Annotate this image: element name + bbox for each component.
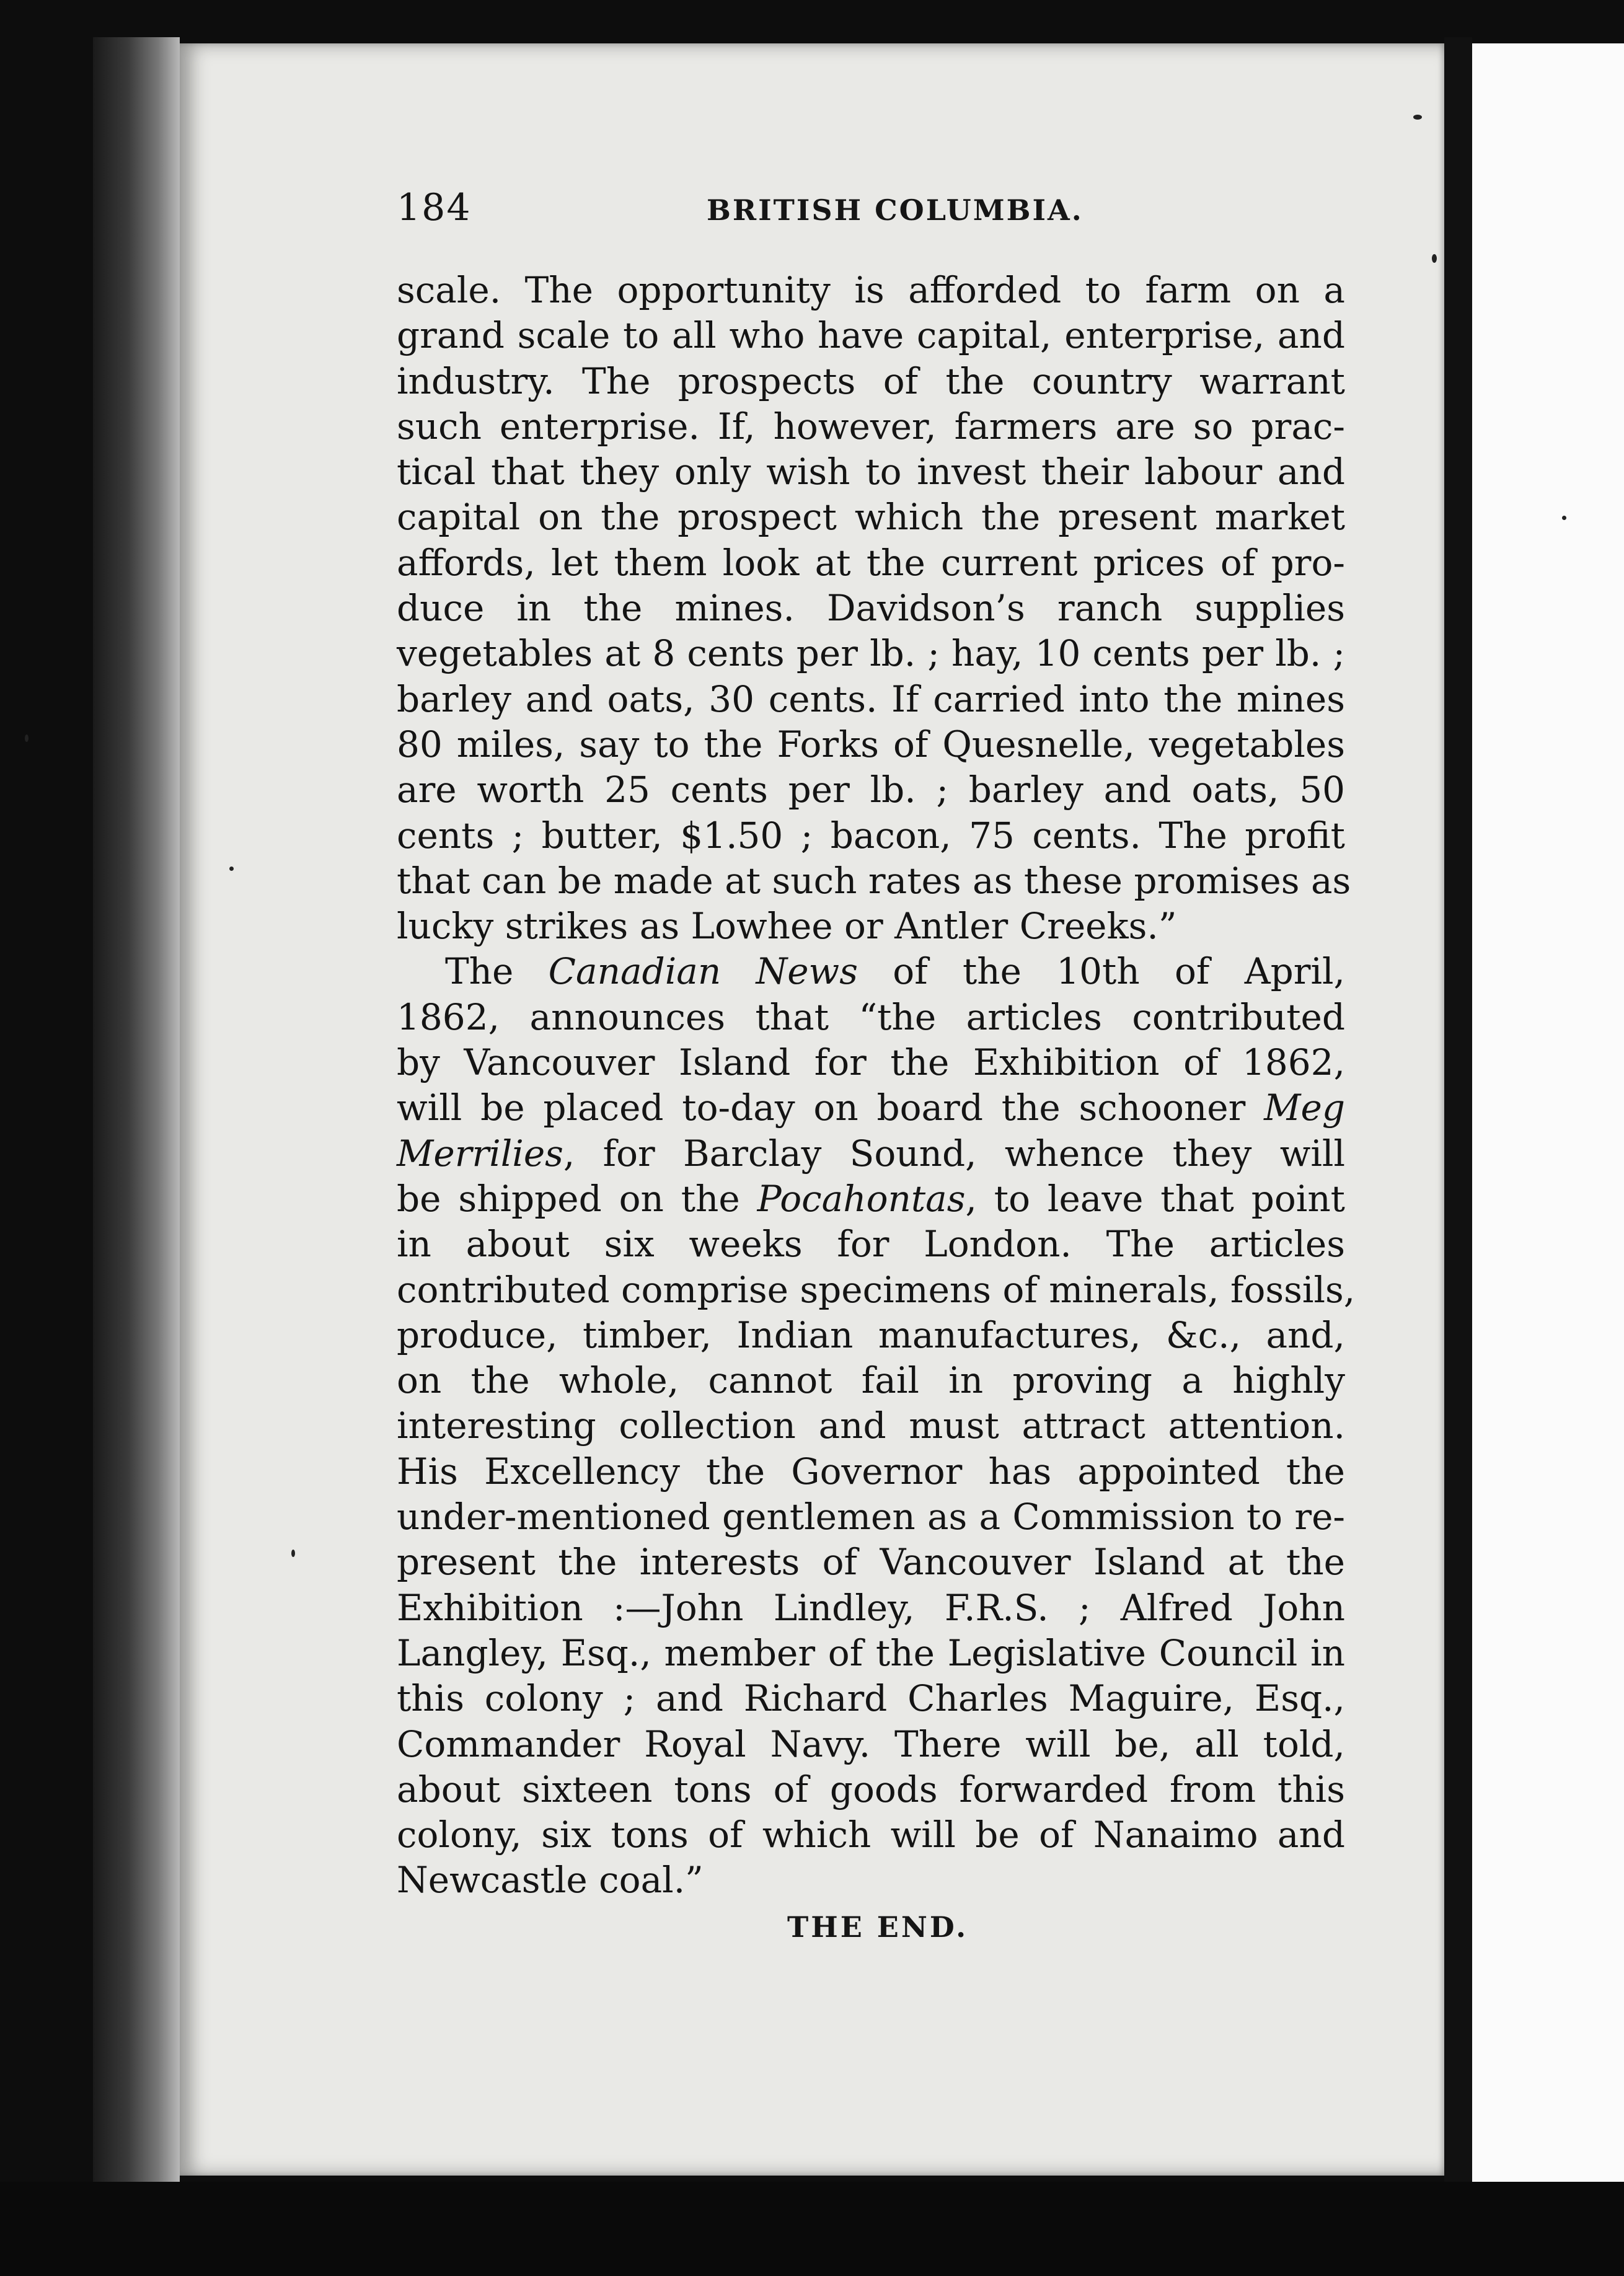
dust-speck (229, 867, 234, 871)
dust-speck (291, 1550, 295, 1557)
text-line: on the whole, cannot fail in proving a highly (397, 1359, 1345, 1402)
text-line: Commander Royal Navy. There will be, all told, (397, 1722, 1345, 1765)
text-line: such enterprise. If, however, farmers are so prac- (397, 405, 1345, 448)
dust-speck (1432, 254, 1437, 263)
text-line: contributed comprise specimens of minerals, fossils, (397, 1268, 1356, 1311)
ship-name: Pocahontas (757, 1177, 966, 1220)
binding-gutter (93, 37, 180, 2182)
text-line: capital on the prospect which the present market (397, 496, 1345, 539)
text-line: cents ; butter, $1.50 ; bacon, 75 cents. The profit (397, 814, 1345, 857)
scan-bottom-border (0, 2182, 1624, 2276)
newspaper-title: Canadian News (548, 950, 858, 993)
text-line: 80 miles, say to the Forks of Quesnelle, vegetables (397, 723, 1345, 765)
text-run: The (445, 950, 549, 993)
text-line: Langley, Esq., member of the Legislative Council in (397, 1631, 1345, 1674)
running-head (397, 186, 1388, 236)
page-edge-shadow (1444, 37, 1472, 2188)
text-run: , for Barclay Sound, whence they will (563, 1132, 1345, 1175)
text-line: barley and oats, 30 cents. If carried into the mines (397, 677, 1345, 720)
dust-speck (1562, 516, 1566, 520)
text-line: that can be made at such rates as these promises as (397, 859, 1351, 902)
text-run: of the 10th of April, (857, 950, 1345, 993)
text-line: scale. The opportunity is afforded to farm on a (397, 269, 1345, 311)
text-line: by Vancouver Island for the Exhibition of 1862, (397, 1041, 1345, 1084)
text-run: be shipped on the (397, 1177, 757, 1220)
text-run: , to leave that point (965, 1177, 1345, 1220)
text-line: this colony ; and Richard Charles Maguire, Esq., (397, 1677, 1345, 1720)
text-line: affords, let them look at the current prices of pro- (397, 541, 1345, 584)
text-line: in about six weeks for London. The articles (397, 1223, 1345, 1266)
text-line: Newcastle coal.” (397, 1859, 704, 1902)
ship-name: Merrilies (397, 1132, 563, 1175)
page-number: 184 (397, 186, 472, 229)
text-line: interesting collection and must attract attention. (397, 1405, 1345, 1447)
text-line (397, 1176, 1345, 1222)
text-line: vegetables at 8 cents per lb. ; hay, 10 cents per lb. ; (397, 632, 1345, 675)
text-line: grand scale to all who have capital, enterprise, and (397, 314, 1345, 357)
body-text (397, 268, 1356, 1903)
text-line: tical that they only wish to invest their labour and (397, 451, 1345, 493)
text-line: industry. The prospects of the country warrant (397, 359, 1345, 402)
text-line: under-mentioned gentlemen as a Commission to re- (397, 1496, 1345, 1538)
running-title: BRITISH COLUMBIA. (707, 193, 1083, 227)
text-line: are worth 25 cents per lb. ; barley and oats, 50 (397, 769, 1345, 811)
text-line: present the interests of Vancouver Island at the (397, 1541, 1345, 1584)
dust-speck (1413, 115, 1422, 120)
text-line: Exhibition :—John Lindley, F.R.S. ; Alfred John (397, 1586, 1345, 1629)
text-line (397, 949, 1345, 994)
the-end-label: THE END. (787, 1910, 969, 1944)
text-line (397, 1131, 1345, 1176)
adjacent-sheet (1472, 43, 1624, 2182)
text-line: produce, timber, Indian manufactures, &c., and, (397, 1313, 1345, 1356)
text-line (397, 1085, 1345, 1131)
text-line: lucky strikes as Lowhee or Antler Creeks.” (397, 905, 1177, 948)
text-line: about sixteen tons of goods forwarded from this (397, 1768, 1345, 1811)
ship-name: Meg (1264, 1087, 1345, 1129)
text-line: His Excellency the Governor has appointed the (397, 1450, 1345, 1493)
text-line: colony, six tons of which will be of Nanaimo and (397, 1814, 1345, 1856)
dust-speck (25, 734, 29, 742)
text-line: duce in the mines. Davidson’s ranch supplies (397, 587, 1345, 630)
text-line: 1862, announces that “the articles contributed (397, 995, 1345, 1038)
text-run: will be placed to-day on board the schooner (397, 1087, 1264, 1129)
